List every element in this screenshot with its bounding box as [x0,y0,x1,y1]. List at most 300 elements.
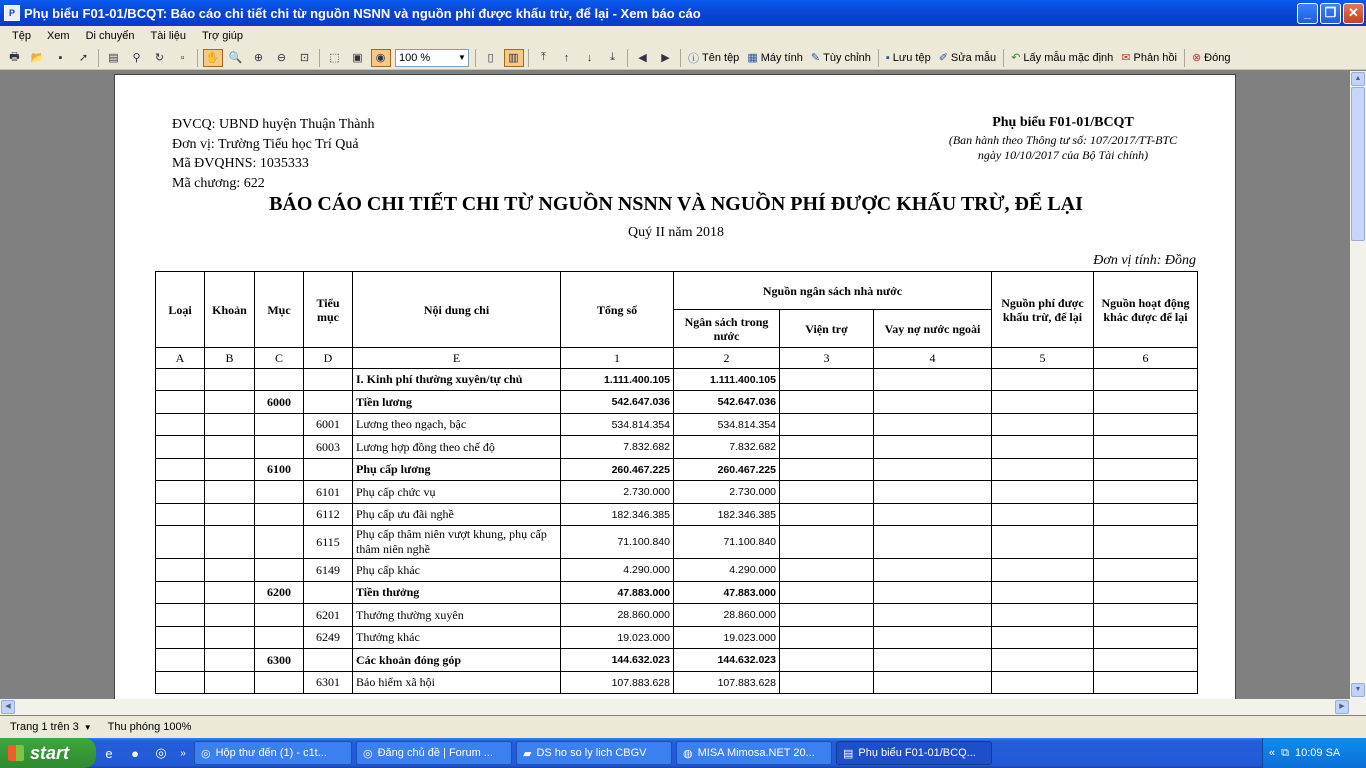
print-button[interactable] [5,49,25,67]
cell-phi [992,436,1094,459]
toolbar [0,46,1366,70]
cell-muc: 6200 [255,582,304,604]
windows-logo-icon [8,745,24,761]
table-row [156,672,1198,694]
cell-loai [156,649,205,672]
cell-loai [156,369,205,391]
cell-muc [255,672,304,694]
cell-vien-tro [780,526,874,559]
zoom-area-icon: ⊡ [299,52,310,64]
cell-khoan [205,649,255,672]
table-row [156,481,1198,504]
app-icon: P [4,5,20,21]
zoom-in-button[interactable] [249,49,269,67]
maximize-icon: ❐ [1324,5,1337,20]
calculator-icon: ▦ [747,52,758,64]
find-button[interactable] [127,49,147,67]
cell-total: 1.111.400.105 [561,369,674,391]
header-loai: Loại [156,272,205,348]
cell-muc [255,526,304,559]
toolbar-separator [528,49,529,67]
cell-tieu-muc: 6001 [304,414,353,436]
chrome-icon: ◎ [201,747,211,760]
header-noi-dung: Nội dung chi [353,272,561,348]
cell-vien-tro [780,604,874,627]
cell-muc: 6100 [255,459,304,481]
cell-khoan [205,504,255,526]
clock[interactable]: 10:09 SA [1294,747,1341,759]
table-row [156,504,1198,526]
table-row [156,604,1198,627]
cell-total: 7.832.682 [561,436,674,459]
close-icon: ✕ [1348,5,1359,20]
last-page-button[interactable] [603,49,623,67]
cell-khac [1094,504,1198,526]
start-button[interactable]: start [0,738,96,768]
horizontal-scrollbar[interactable] [0,699,1366,715]
scroll-down-icon[interactable]: ▼ [1351,683,1365,697]
cell-muc [255,504,304,526]
task-misa[interactable]: ◍ MISA Mimosa.NET 20... [676,741,832,765]
cell-khac [1094,672,1198,694]
cell-khac [1094,627,1198,649]
next-page-button[interactable] [580,49,600,67]
cell-khoan [205,414,255,436]
cell-vay-no [874,369,992,391]
fit-page-button[interactable] [348,49,368,67]
cell-muc [255,604,304,627]
report-icon: ▤ [843,747,854,760]
scroll-left-icon[interactable]: ◀ [1,700,15,714]
forward-icon: ▶ [661,52,670,64]
chrome-icon[interactable]: ◎ [155,745,167,760]
cell-phi [992,604,1094,627]
cell-phi [992,526,1094,559]
cell-total: 182.346.385 [561,504,674,526]
cell-loai [156,627,205,649]
cell-content: Tiền thưởng [353,582,561,604]
cell-tieu-muc: 6112 [304,504,353,526]
refresh-icon: ↻ [154,52,165,64]
cell-phi [992,369,1094,391]
feedback-button[interactable]: ✉ Phản hồi [1121,51,1177,64]
menu-bar [0,26,1366,46]
cell-loai [156,526,205,559]
toolbar-separator [475,49,476,67]
header-ns-trong-nuoc: Ngân sách trong nước [674,310,780,348]
cell-vay-no [874,582,992,604]
cell-content: Bảo hiểm xã hội [353,672,561,694]
computer-button[interactable]: ▦ Máy tính [747,51,803,64]
cell-muc [255,559,304,582]
menu-file[interactable]: Tệp [12,30,31,42]
toolbar-separator [98,49,99,67]
open-button[interactable] [28,49,48,67]
report-title: BÁO CÁO CHI TIẾT CHI TỪ NGUỒN NSNN VÀ NGUỒN PHÍ ĐƯỢC KHẤU TRỪ, ĐỂ LẠI [269,193,1083,215]
toolbar-separator [1184,49,1185,67]
cell-content: I. Kinh phí thường xuyên/tự chủ [353,369,561,391]
page-setup-button[interactable] [173,49,193,67]
cell-ns: 542.647.036 [674,391,780,414]
single-page-button[interactable] [481,49,501,67]
cell-ns: 28.860.000 [674,604,780,627]
first-page-icon: ⤒ [541,51,546,63]
back-button[interactable] [633,49,653,67]
cell-vay-no [874,604,992,627]
zoom-button[interactable] [226,49,246,67]
cell-loai [156,414,205,436]
cell-loai [156,436,205,459]
cell-total: 47.883.000 [561,582,674,604]
cell-khoan [205,459,255,481]
cell-khoan [205,481,255,504]
cell-ns: 7.832.682 [674,436,780,459]
hand-tool-button[interactable] [203,49,223,67]
header-muc: Mục [255,272,304,348]
cell-content: Phụ cấp thâm niên vượt khung, phụ cấp thâm niên nghề [353,526,561,559]
header-tong-so: Tổng số [561,272,674,348]
code-5: 5 [992,348,1094,369]
printer-icon: 🖶 [9,51,20,63]
cell-khac [1094,369,1198,391]
code-e: E [353,348,561,369]
cell-total: 4.290.000 [561,559,674,582]
cell-vien-tro [780,649,874,672]
maximize-button[interactable] [1320,3,1341,24]
cell-ns: 534.814.354 [674,414,780,436]
cell-content: Các khoản đóng góp [353,649,561,672]
taskbar [0,738,1366,768]
chevron-down-icon[interactable]: ▼ [83,722,92,732]
first-page-button[interactable] [534,49,554,67]
folder-icon: 📂 [30,52,45,64]
code-c: C [255,348,304,369]
cell-phi [992,481,1094,504]
toolbar-separator [680,49,681,67]
cell-tieu-muc [304,582,353,604]
cell-tieu-muc: 6201 [304,604,353,627]
toolbar-separator [319,49,320,67]
cell-ns: 19.023.000 [674,627,780,649]
cell-vien-tro [780,369,874,391]
cell-muc [255,369,304,391]
cell-vien-tro [780,481,874,504]
cell-tieu-muc: 6003 [304,436,353,459]
code-6: 6 [1094,348,1198,369]
zoom-in-icon: ⊕ [253,52,264,64]
cell-vien-tro [780,627,874,649]
zoom-select[interactable] [395,49,469,67]
close-circle-icon: ⊗ [1191,52,1202,64]
report-table [155,271,1198,694]
chrome-icon: ◎ [363,747,373,760]
cell-muc [255,436,304,459]
cell-khac [1094,649,1198,672]
layout-icon: ▤ [108,52,119,64]
tray-expand-icon[interactable]: « [1269,747,1276,759]
minimize-icon: _ [1303,5,1312,20]
cell-loai [156,504,205,526]
cell-content: Phụ cấp ưu đãi nghề [353,504,561,526]
export-button[interactable] [74,49,94,67]
cell-vay-no [874,504,992,526]
form-note-1: (Ban hành theo Thông tư số: 107/2017/TT-BTC [948,133,1178,147]
vertical-scrollbar[interactable] [1350,71,1366,699]
header-vien-tro: Viện trợ [780,310,874,348]
task-report[interactable]: ▤ Phụ biểu F01-01/BCQ... [836,741,992,765]
agency-line: ĐVCQ: UBND huyện Thuận Thành [172,117,375,132]
toolbar-separator [197,49,198,67]
arrow-up-icon: ↑ [563,51,570,64]
table-row [156,391,1198,414]
cell-khac [1094,436,1198,459]
save-icon: ▪ [885,51,890,64]
cell-khoan [205,672,255,694]
report-viewer[interactable] [0,71,1350,699]
window-titlebar [0,0,1366,26]
cell-tieu-muc [304,391,353,414]
actual-size-icon: ◉ [375,52,386,64]
menu-navigate[interactable]: Di chuyển [85,30,135,42]
cell-vien-tro [780,559,874,582]
cell-khac [1094,414,1198,436]
fit-width-icon: ⬚ [329,52,340,64]
table-row [156,627,1198,649]
cell-tieu-muc: 6101 [304,481,353,504]
header-tieu-muc: Tiểu mục [304,272,353,348]
arrow-down-icon: ↓ [586,51,593,64]
cell-tieu-muc [304,459,353,481]
cell-loai [156,459,205,481]
cell-content: Lương theo ngạch, bậc [353,414,561,436]
status-bar [0,716,1366,738]
filename-button[interactable]: ⓘ Tên tệp [688,51,740,65]
menu-help[interactable]: Trợ giúp [201,30,244,42]
cell-total: 71.100.840 [561,526,674,559]
cell-ns: 47.883.000 [674,582,780,604]
cell-vay-no [874,526,992,559]
cell-total: 534.814.354 [561,414,674,436]
save-file-button[interactable]: ▪ Lưu tệp [885,51,931,64]
cell-content: Phụ cấp khác [353,559,561,582]
cell-tieu-muc [304,369,353,391]
cell-khac [1094,526,1198,559]
cell-ns: 2.730.000 [674,481,780,504]
cell-vien-tro [780,391,874,414]
single-page-icon: ▯ [487,52,494,64]
header-khoan: Khoản [205,272,255,348]
table-row [156,559,1198,582]
save-button[interactable] [51,49,71,67]
report-page [114,74,1236,699]
default-template-button[interactable]: ↶ Lấy mẫu mặc định [1011,51,1114,64]
code-b: B [205,348,255,369]
cell-vien-tro [780,436,874,459]
toolbar-separator [1003,49,1004,67]
cell-ns: 260.467.225 [674,459,780,481]
cell-total: 260.467.225 [561,459,674,481]
cell-khac [1094,459,1198,481]
menu-document[interactable]: Tài liệu [150,30,186,42]
code-1: 1 [561,348,674,369]
cell-ns: 182.346.385 [674,504,780,526]
toolbar-separator [627,49,628,67]
cell-content: Lương hợp đồng theo chế độ [353,436,561,459]
cell-loai [156,559,205,582]
code-3: 3 [780,348,874,369]
actual-size-button[interactable] [371,49,391,67]
zoom-out-icon: ⊖ [276,52,287,64]
budget-code-line: Mã ĐVQHNS: 1035333 [172,156,309,171]
last-page-icon: ⤓ [610,51,615,63]
cell-vay-no [874,459,992,481]
undo-icon: ↶ [1011,52,1021,64]
forward-button[interactable] [656,49,676,67]
multi-page-button[interactable] [504,49,524,67]
edit-template-button[interactable]: ✐ Sửa mẫu [938,51,997,64]
cell-tieu-muc: 6149 [304,559,353,582]
cell-loai [156,481,205,504]
task-ds-hoso[interactable]: ▰ DS ho so ly lich CBGV [516,741,672,765]
scroll-thumb[interactable] [1351,87,1365,241]
header-nsnn: Nguồn ngân sách nhà nước [674,272,992,310]
cell-muc [255,481,304,504]
cell-total: 19.023.000 [561,627,674,649]
cell-loai [156,604,205,627]
export-icon: ➚ [78,52,89,64]
cell-khac [1094,391,1198,414]
cell-khoan [205,391,255,414]
refresh-button[interactable] [150,49,170,67]
cell-total: 2.730.000 [561,481,674,504]
cell-khoan [205,627,255,649]
menu-view[interactable]: Xem [46,30,70,42]
code-d: D [304,348,353,369]
table-row [156,526,1198,559]
table-row [156,649,1198,672]
cell-khoan [205,604,255,627]
cell-phi [992,504,1094,526]
cell-khoan [205,526,255,559]
cell-vien-tro [780,504,874,526]
zoom-out-button[interactable] [272,49,292,67]
zoom-value: 100 % [399,51,431,64]
scroll-right-icon[interactable]: ▶ [1335,700,1349,714]
cell-loai [156,582,205,604]
cell-vay-no [874,672,992,694]
fit-width-button[interactable] [325,49,345,67]
quicklaunch-expand-icon[interactable]: » [180,747,186,759]
cell-ns: 4.290.000 [674,559,780,582]
network-icon[interactable]: ⧉ [1281,746,1289,759]
code-4: 4 [874,348,992,369]
cell-phi [992,559,1094,582]
currency-unit: Đơn vị tính: Đồng [1093,253,1196,268]
code-2: 2 [674,348,780,369]
cell-muc: 6000 [255,391,304,414]
close-report-button[interactable]: ⊗ Đóng [1191,51,1231,64]
cell-khac [1094,604,1198,627]
cell-vay-no [874,391,992,414]
cell-loai [156,391,205,414]
cell-content: Thưởng thường xuyên [353,604,561,627]
customize-icon: ✎ [810,52,821,64]
cell-khac [1094,559,1198,582]
cell-khoan [205,559,255,582]
cell-content: Tiền lương [353,391,561,414]
table-row [156,414,1198,436]
cell-phi [992,649,1094,672]
cell-vien-tro [780,672,874,694]
table-row [156,369,1198,391]
table-row [156,436,1198,459]
zoom-area-button[interactable] [295,49,315,67]
firefox-icon[interactable]: ● [131,745,139,761]
ie-icon[interactable]: e [105,745,113,761]
misa-icon: ◍ [683,747,693,760]
prev-page-button[interactable] [557,49,577,67]
page-indicator[interactable]: Trang 1 trên 3 [10,721,79,733]
form-code: Phụ biểu F01-01/BCQT [992,115,1134,130]
cell-phi [992,582,1094,604]
cell-tieu-muc: 6301 [304,672,353,694]
multi-page-icon: ▥ [508,52,519,64]
toolbar-separator [878,49,879,67]
report-period: Quý II năm 2018 [627,225,725,240]
cell-content: Thưởng khác [353,627,561,649]
task-gmail[interactable]: ◎ Hộp thư đến (1) - c1t... [194,741,352,765]
thumbnail-button[interactable] [104,49,124,67]
cell-ns: 144.632.023 [674,649,780,672]
cell-khac [1094,481,1198,504]
feedback-icon: ✉ [1121,52,1131,64]
cell-vay-no [874,627,992,649]
cell-phi [992,459,1094,481]
cell-content: Phụ cấp chức vụ [353,481,561,504]
zoom-status: Thu phóng 100% [107,721,192,733]
cell-vien-tro [780,459,874,481]
cell-vay-no [874,414,992,436]
cell-vien-tro [780,414,874,436]
cell-total: 144.632.023 [561,649,674,672]
close-button[interactable] [1343,3,1364,24]
back-icon: ◀ [638,52,647,64]
cell-vay-no [874,481,992,504]
customize-button[interactable]: ✎ Tùy chỉnh [810,51,871,64]
cell-phi [992,627,1094,649]
unit-line: Đơn vị: Trường Tiểu học Trí Quả [172,137,359,152]
cell-khoan [205,436,255,459]
chapter-line: Mã chương: 622 [172,176,265,191]
header-khac: Nguồn hoạt động khác được để lại [1094,272,1198,348]
cell-total: 28.860.000 [561,604,674,627]
page-icon: ▫ [180,51,185,64]
table-row [156,459,1198,481]
task-forum[interactable]: ◎ Đăng chủ đề | Forum ... [356,741,512,765]
cell-total: 542.647.036 [561,391,674,414]
cell-total: 107.883.628 [561,672,674,694]
cell-phi [992,672,1094,694]
cell-ns: 71.100.840 [674,526,780,559]
minimize-button[interactable] [1297,3,1318,24]
cell-phi [992,391,1094,414]
window-title: Phụ biểu F01-01/BCQT: Báo cáo chi tiết chi từ nguồn NSNN và nguồn phí được khấu trừ, để lại - Xem báo cáo [24,5,701,21]
header-phi: Nguồn phí được khấu trừ, để lại [992,272,1094,348]
chevron-down-icon: ▼ [458,52,466,62]
scroll-up-icon[interactable]: ▲ [1351,72,1365,86]
cell-ns: 107.883.628 [674,672,780,694]
cell-khoan [205,369,255,391]
